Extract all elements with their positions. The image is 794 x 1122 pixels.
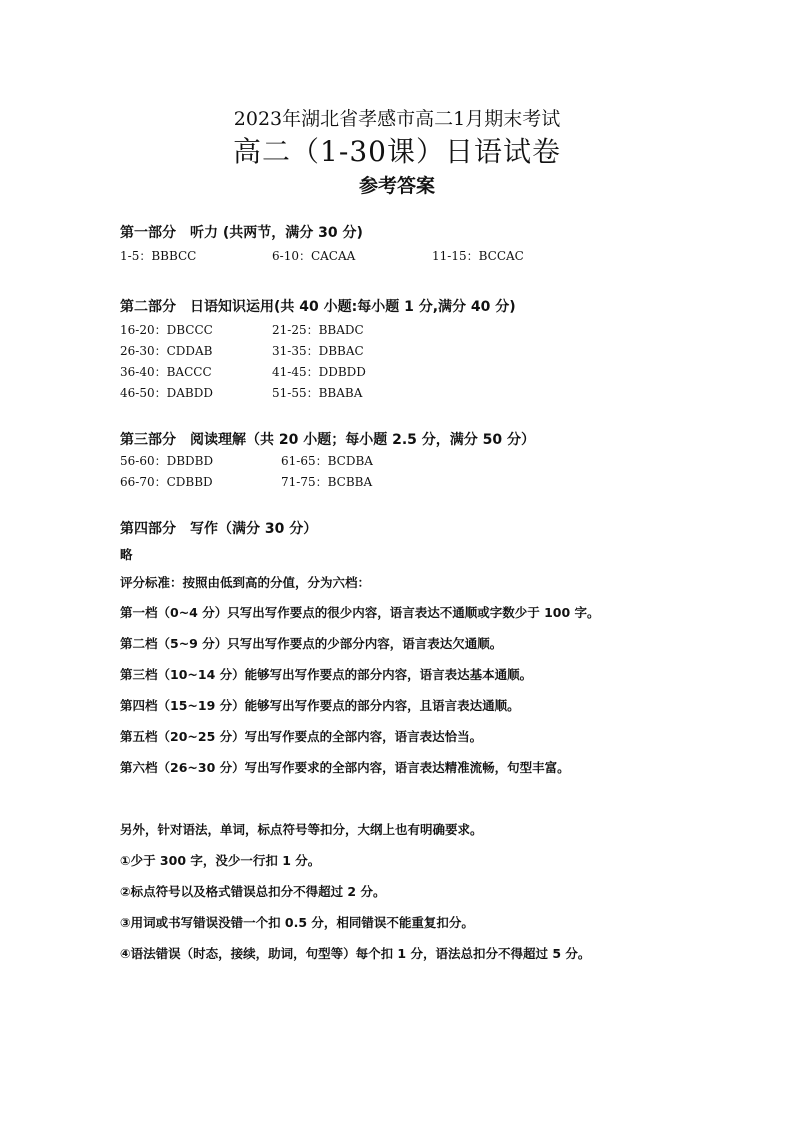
part2-answer: 21-25：BBADC [272, 323, 364, 337]
part3-answer: 56-60：DBDBD [120, 454, 214, 468]
part2-answer: 16-20：DBCCC [120, 323, 213, 337]
criteria-level: 第四档（15~19 分）能够写出写作要点的部分内容，且语言表达通顺。 [120, 698, 520, 713]
part2-answer: 36-40：BACCC [120, 365, 212, 379]
deduction-rule: ③用词或书写错误没错一个扣 0.5 分，相同错误不能重复扣分。 [120, 915, 474, 930]
document-title: 参考答案 [358, 175, 435, 197]
part2-answer: 41-45：DDBDD [272, 365, 366, 379]
deduction-rule: ①少于 300 字，没少一行扣 1 分。 [120, 853, 321, 868]
part1-answer: 1-5：BBBCC [120, 249, 197, 263]
part1-answer: 6-10：CACAA [272, 249, 356, 263]
criteria-level: 第六档（26~30 分）写出写作要求的全部内容，语言表达精准流畅，句型丰富。 [120, 760, 570, 775]
criteria-level: 第五档（20~25 分）写出写作要点的全部内容，语言表达恰当。 [120, 729, 483, 744]
criteria-level: 第一档（0~4 分）只写出写作要点的很少内容，语言表达不通顺或字数少于 100 字。 [120, 605, 600, 620]
exam-title: 2023年湖北省孝感市高二1月期末考试 [233, 108, 561, 130]
deduction-rule: ②标点符号以及格式错误总扣分不得超过 2 分。 [120, 884, 386, 899]
part3-answer: 61-65：BCDBA [281, 454, 373, 468]
part2-answer: 26-30：CDDAB [120, 344, 213, 358]
part2-heading: 第二部分 日语知识运用(共 40 小题:每小题 1 分,满分 40 分) [120, 299, 516, 315]
writing-omitted: 略 [120, 547, 133, 562]
part1-heading: 第一部分 听力 (共两节，满分 30 分) [120, 225, 363, 241]
deduction-rule: ④语法错误（时态，接续，助词，句型等）每个扣 1 分，语法总扣分不得超过 5 分。 [120, 946, 591, 961]
part4-heading: 第四部分 写作（满分 30 分） [120, 521, 318, 537]
subject-title: 高二（1-30课）日语试卷 [233, 135, 561, 168]
criteria-intro: 评分标准：按照由低到高的分值，分为六档： [120, 575, 371, 590]
part3-answer: 66-70：CDBBD [120, 475, 213, 489]
part1-answer: 11-15：BCCAC [432, 249, 524, 263]
part3-answer: 71-75：BCBBA [281, 475, 373, 489]
extra-intro: 另外，针对语法，单词，标点符号等扣分，大纲上也有明确要求。 [120, 822, 483, 837]
part3-heading: 第三部分 阅读理解（共 20 小题；每小题 2.5 分，满分 50 分） [120, 432, 536, 448]
part2-answer: 31-35：DBBAC [272, 344, 364, 358]
criteria-level: 第二档（5~9 分）只写出写作要点的少部分内容，语言表达欠通顺。 [120, 636, 503, 651]
part2-answer: 46-50：DABDD [120, 386, 213, 400]
criteria-level: 第三档（10~14 分）能够写出写作要点的部分内容，语言表达基本通顺。 [120, 667, 533, 682]
part2-answer: 51-55：BBABA [272, 386, 363, 400]
